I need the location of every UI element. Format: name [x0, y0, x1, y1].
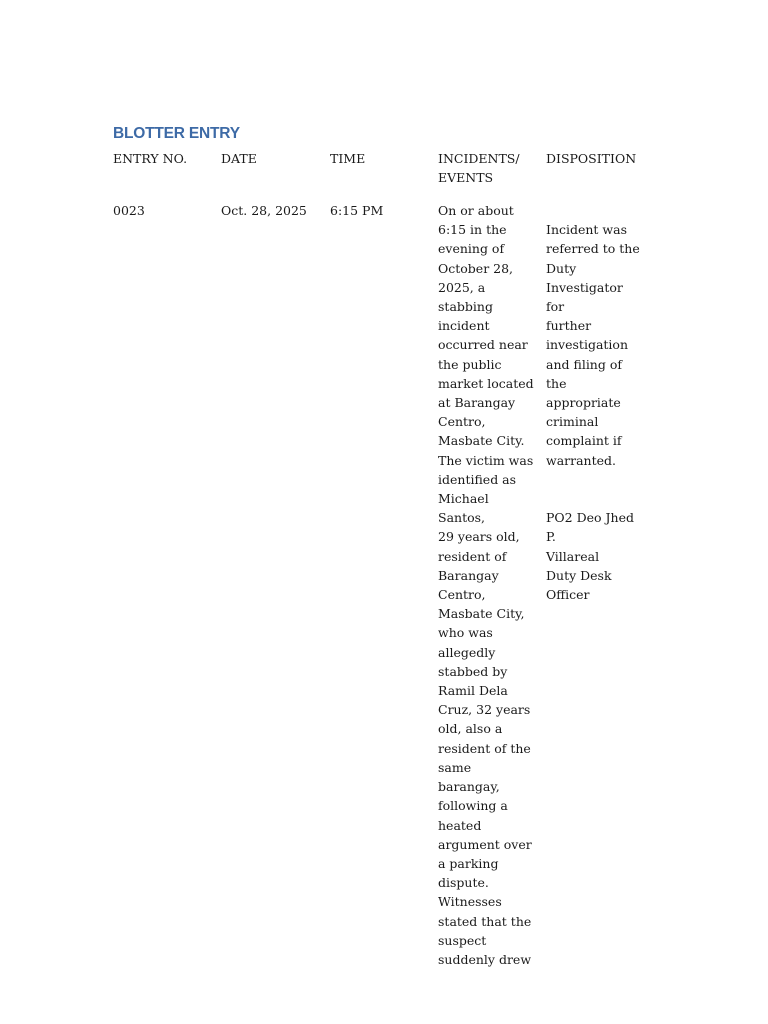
duty-officer-signature: PO2 Deo Jhed P. Villareal Duty Desk Officer — [546, 510, 634, 603]
entry-time: 6:15 PM — [330, 203, 384, 218]
column-header-time: TIME — [330, 151, 366, 166]
column-header-incidents-events: INCIDENTS/ EVENTS — [438, 151, 520, 186]
column-header-disposition: DISPOSITION — [546, 151, 637, 166]
entry-date: Oct. 28, 2025 — [221, 203, 307, 218]
blotter-entry-heading: BLOTTER ENTRY — [113, 125, 240, 142]
disposition-text: Incident was referred to the Duty Investigator for further investigation and filing of the appropriate criminal complaint if warranted. — [546, 222, 640, 468]
incident-narrative: On or about 6:15 in the evening of October 28, 2025, a stabbing incident occurred near the public market located at Barangay Centro, Masbate City. The victim was identified as Michael Santos, 29 years old, resident of Barangay Centro, Masbate City, who was allegedly stabbed by Ramil Dela Cruz, 32 years old, also a resident of the same barangay, following a heated argument over a parking dispute. Witnesses stated that the suspect suddenly drew — [438, 203, 534, 967]
column-header-date: DATE — [221, 151, 257, 166]
column-header-entry-no: ENTRY NO. — [113, 151, 188, 166]
disposition-cell — [546, 201, 642, 623]
entry-number: 0023 — [113, 203, 145, 218]
